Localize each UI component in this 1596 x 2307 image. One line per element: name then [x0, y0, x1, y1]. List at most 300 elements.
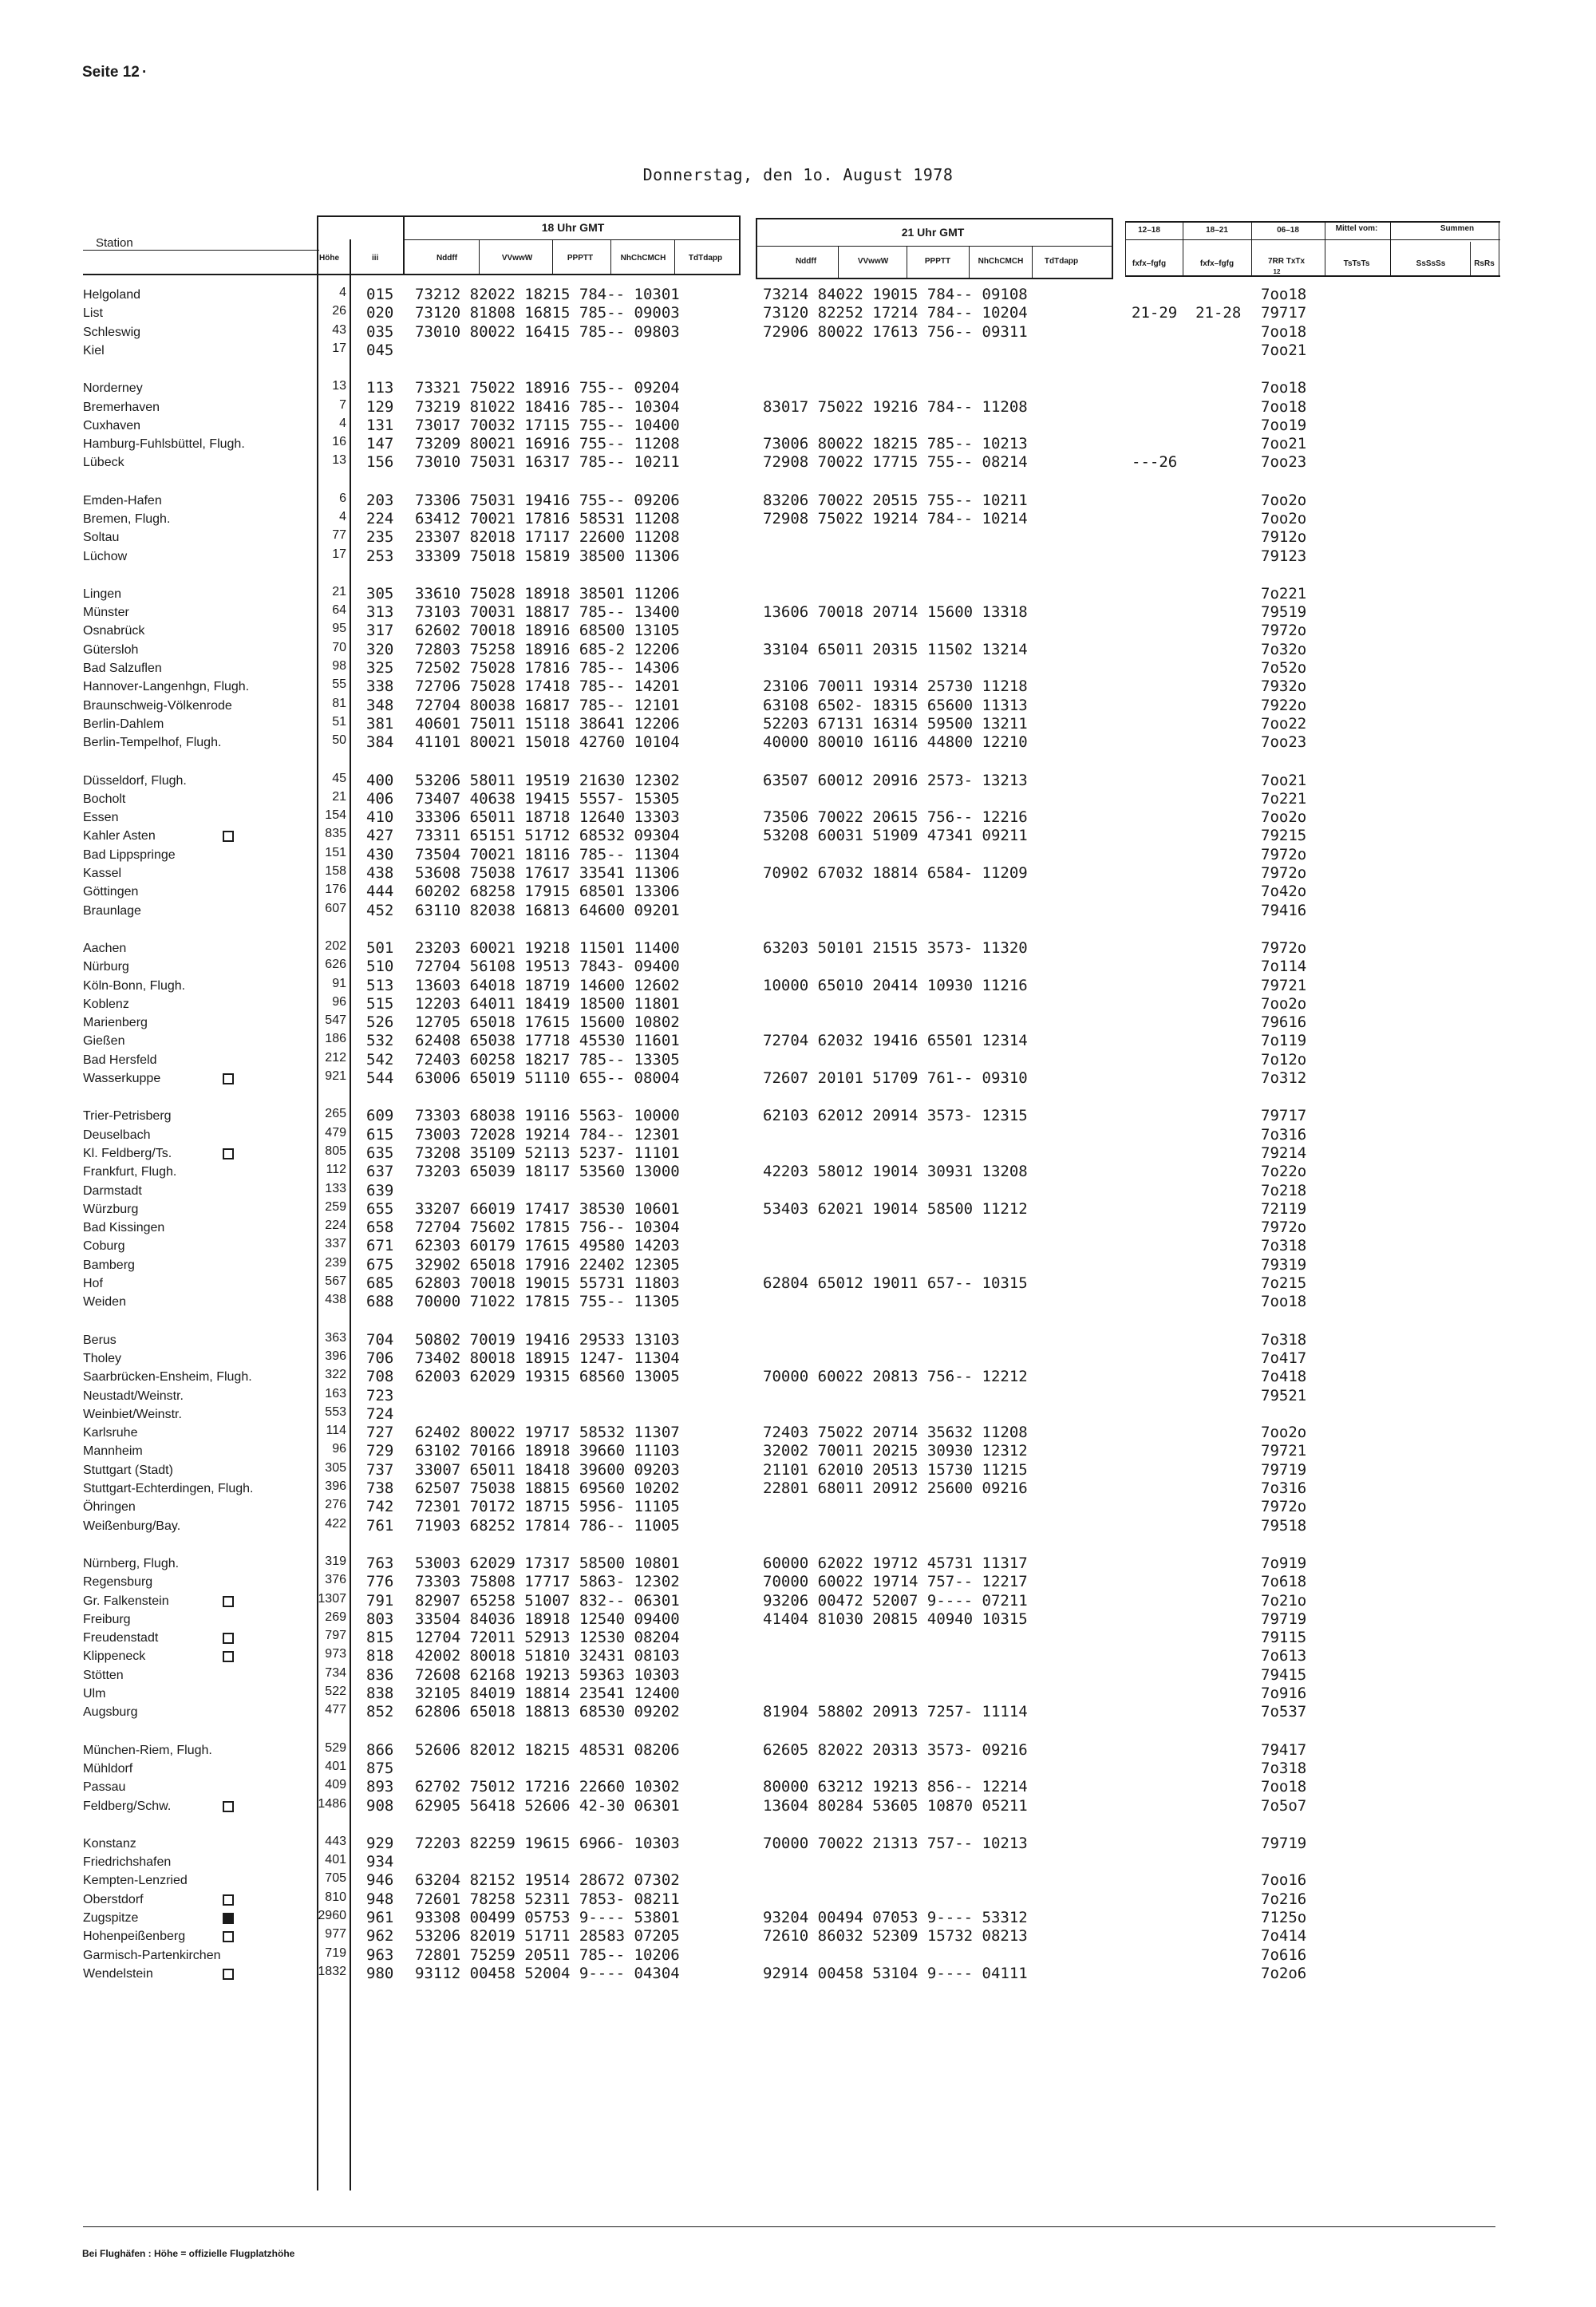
table-row: [83, 1144, 346, 1163]
rule-right-mid: [1125, 239, 1500, 240]
table-row: [83, 1946, 346, 1965]
obs-18utc: 33504 84036 18918 12540 09400: [415, 1610, 680, 1628]
header-summen: Summen: [1440, 224, 1475, 233]
obs-18utc: 72704 75602 17815 756-- 10304: [415, 1219, 680, 1236]
rule-21-top: [756, 218, 1113, 219]
table-row: [83, 1237, 346, 1255]
rule-21-mid: [756, 246, 1113, 247]
obs-21utc: 73120 82252 17214 784-- 10204: [763, 304, 1028, 322]
table-row: [83, 622, 346, 640]
summary-group: 7oo19: [1261, 417, 1307, 434]
summary-group: 79416: [1261, 902, 1307, 919]
summary-group: 7o417: [1261, 1349, 1307, 1367]
obs-18utc: 73303 75808 17717 5863- 12302: [415, 1573, 680, 1590]
station-name: Mannheim: [83, 1444, 143, 1458]
obs-18utc: 62803 70018 19015 55731 11803: [415, 1274, 680, 1292]
rule-right-top: [1125, 221, 1500, 223]
table-row: [83, 1554, 346, 1573]
station-name: Cuxhaven: [83, 419, 141, 433]
station-name: Weiden: [83, 1295, 126, 1309]
header-sub-summen-b: RsRs: [1474, 259, 1495, 268]
obs-18utc: 53206 82019 51711 28583 07205: [415, 1927, 680, 1945]
summary-group: 7oo2o: [1261, 1424, 1307, 1441]
station-id: 045: [366, 342, 394, 359]
table-row: [83, 1685, 346, 1703]
obs-18utc: 23307 82018 17117 22600 11208: [415, 528, 680, 546]
station-id: 671: [366, 1237, 394, 1254]
station-id: 838: [366, 1685, 394, 1702]
obs-21utc: 70902 67032 18814 6584- 11209: [763, 864, 1028, 882]
rule-header-bottom-18: [83, 274, 741, 275]
rule-21-c1: [838, 247, 839, 278]
station-elevation: 21: [332, 790, 346, 804]
obs-21utc: 72610 86032 52309 15732 08213: [763, 1927, 1028, 1945]
station-name: Kahler Asten: [83, 829, 156, 843]
station-id: 803: [366, 1610, 394, 1628]
table-row: [83, 1853, 346, 1871]
obs-18utc: 53608 75038 17617 33541 11306: [415, 864, 680, 882]
table-row: [83, 846, 346, 864]
table-row: [83, 1629, 346, 1647]
obs-21utc: 23106 70011 19314 25730 11218: [763, 677, 1028, 695]
table-row: [83, 1442, 346, 1460]
obs-18utc: 33306 65011 18718 12640 13303: [415, 808, 680, 826]
header-id: iii: [372, 254, 379, 263]
table-row: [83, 808, 346, 827]
station-elevation: 13: [332, 379, 346, 393]
station-elevation: 64: [332, 603, 346, 617]
station-name: Lingen: [83, 587, 122, 601]
summary-group: 7o919: [1261, 1554, 1307, 1572]
summary-group: 7o114: [1261, 958, 1307, 975]
obs-21utc: 21101 62010 20513 15730 11215: [763, 1461, 1028, 1479]
obs-21utc: 73006 80022 18215 785-- 10213: [763, 435, 1028, 452]
summary-group: 7o218: [1261, 1182, 1307, 1199]
summary-group: 7922o: [1261, 697, 1307, 714]
summary-group: 79721: [1261, 1442, 1307, 1460]
obs-18utc: 62806 65018 18813 68530 09202: [415, 1703, 680, 1720]
summary-group: 7972o: [1261, 939, 1307, 957]
station-elevation: 114: [326, 1424, 346, 1437]
table-row: [83, 1051, 346, 1069]
obs-18utc: 12705 65018 17615 15600 10802: [415, 1013, 680, 1031]
summary-group: 7o221: [1261, 790, 1307, 808]
table-row: [83, 435, 346, 453]
station-elevation: 50: [332, 733, 346, 747]
table-row: [83, 1331, 346, 1349]
obs-18utc: 73303 68038 19116 5563- 10000: [415, 1107, 680, 1124]
table-row: [83, 1368, 346, 1386]
obs-21utc: 63507 60012 20916 2573- 13213: [763, 772, 1028, 789]
station-name: Frankfurt, Flugh.: [83, 1165, 177, 1179]
obs-21utc: 33104 65011 20315 11502 13214: [763, 641, 1028, 658]
obs-21utc: 81904 58802 20913 7257- 11114: [763, 1703, 1028, 1720]
station-id: 639: [366, 1182, 394, 1199]
obs-21utc: 60000 62022 19712 45731 11317: [763, 1554, 1028, 1572]
summary-group: 7o119: [1261, 1032, 1307, 1049]
summary-group: 7o21o: [1261, 1592, 1307, 1610]
station-name: Gießen: [83, 1034, 125, 1048]
station-name: Osnabrück: [83, 624, 145, 638]
summary-group: 7o216: [1261, 1890, 1307, 1908]
summary-group: 7o537: [1261, 1703, 1307, 1720]
station-id: 875: [366, 1760, 394, 1777]
summary-group: 7972o: [1261, 622, 1307, 639]
header-18-col-5: TdTdapp: [688, 254, 723, 263]
obs-18utc: 52606 82012 18215 48531 08206: [415, 1741, 680, 1759]
station-name: Würzburg: [83, 1203, 139, 1216]
table-row: [83, 1703, 346, 1721]
table-row: [83, 1126, 346, 1144]
table-row: [83, 398, 346, 417]
obs-21utc: 93204 00494 07053 9---- 53312: [763, 1909, 1028, 1926]
table-row: [83, 641, 346, 659]
station-id: 035: [366, 323, 394, 341]
station-name: Emden-Hafen: [83, 494, 162, 508]
station-elevation: 81: [332, 697, 346, 710]
obs-21utc: 72908 75022 19214 784-- 10214: [763, 510, 1028, 527]
obs-18utc: 60202 68258 17915 68501 13306: [415, 883, 680, 900]
obs-18utc: 53003 62029 17317 58500 10801: [415, 1554, 680, 1572]
summary-group: 7o316: [1261, 1479, 1307, 1497]
station-id: 544: [366, 1069, 394, 1087]
summary-group: 7912o: [1261, 528, 1307, 546]
header-21-col-1: Nddff: [795, 257, 817, 266]
table-row: [83, 1890, 346, 1909]
station-id: 430: [366, 846, 394, 863]
obs-18utc: 41101 80021 15018 42760 10104: [415, 733, 680, 751]
summary-group: 7o616: [1261, 1946, 1307, 1964]
station-id: 723: [366, 1387, 394, 1404]
station-name: Augsburg: [83, 1705, 138, 1719]
obs-18utc: 73311 65151 51712 68532 09304: [415, 827, 680, 844]
summary-group: 7o215: [1261, 1274, 1307, 1292]
station-elevation: 4: [339, 286, 346, 299]
summary-group: 79417: [1261, 1741, 1307, 1759]
station-id: 526: [366, 1013, 394, 1031]
rule-21-left: [756, 218, 757, 279]
table-row: [83, 1349, 346, 1368]
station-name: Feldberg/Schw.: [83, 1799, 172, 1813]
station-elevation: 26: [332, 304, 346, 318]
station-name: Essen: [83, 811, 119, 824]
rule-18-c3: [610, 240, 611, 275]
summary-group: 7125o: [1261, 1909, 1307, 1926]
table-row: [83, 1069, 346, 1088]
station-elevation: 479: [325, 1126, 346, 1140]
obs-18utc: 93112 00458 52004 9---- 04304: [415, 1965, 680, 1982]
table-row: [83, 1293, 346, 1311]
station-name: Marienberg: [83, 1016, 148, 1029]
station-elevation: 1832: [318, 1965, 346, 1978]
obs-21utc: 83206 70022 20515 755-- 10211: [763, 492, 1028, 509]
table-row: [83, 958, 346, 976]
station-elevation: 7: [339, 398, 346, 412]
obs-18utc: 73402 80018 18915 1247- 11304: [415, 1349, 680, 1367]
summary-group: 79719: [1261, 1835, 1307, 1852]
station-name: Klippeneck: [83, 1649, 146, 1663]
obs-18utc: 72801 75259 20511 785-- 10206: [415, 1946, 680, 1964]
rule-right-bottom: [1125, 275, 1500, 277]
station-id: 348: [366, 697, 394, 714]
station-elevation: 96: [332, 1442, 346, 1456]
station-elevation: 319: [325, 1554, 346, 1568]
obs-18utc: 50802 70019 19416 29533 13103: [415, 1331, 680, 1349]
station-id: 836: [366, 1666, 394, 1684]
station-elevation: 224: [325, 1219, 346, 1232]
station-name: Köln-Bonn, Flugh.: [83, 979, 186, 993]
header-21-col-3: PPPTT: [924, 257, 951, 266]
table-row: [83, 1219, 346, 1237]
station-elevation: 21: [332, 585, 346, 598]
station-elevation: 607: [325, 902, 346, 915]
station-name: Lübeck: [83, 456, 124, 469]
summary-group: 7oo21: [1261, 342, 1307, 359]
table-row: [83, 1517, 346, 1535]
station-id: 934: [366, 1853, 394, 1870]
station-id: 761: [366, 1517, 394, 1535]
station-elevation: 322: [325, 1368, 346, 1381]
table-row: [83, 1461, 346, 1479]
table-row: [83, 1965, 346, 1983]
station-name: Tholey: [83, 1352, 122, 1365]
station-elevation: 70: [332, 641, 346, 654]
station-id: 655: [366, 1200, 394, 1218]
station-name: Nürnberg, Flugh.: [83, 1557, 180, 1570]
summary-group: 79214: [1261, 1144, 1307, 1162]
header-18-col-3: PPPTT: [567, 254, 594, 263]
rule-21-c4: [1032, 247, 1033, 278]
station-elevation: 269: [325, 1610, 346, 1624]
table-row: [83, 547, 346, 566]
station-elevation: 401: [325, 1760, 346, 1773]
station-name: Stuttgart (Stadt): [83, 1464, 173, 1477]
obs-18utc: 72301 70172 18715 5956- 11105: [415, 1498, 680, 1515]
summary-group: 79719: [1261, 1610, 1307, 1628]
header-span-06-18: 06–18: [1277, 226, 1299, 235]
obs-21utc: 72704 62032 19416 65501 12314: [763, 1032, 1028, 1049]
station-elevation: 96: [332, 995, 346, 1009]
summary-group: 7oo21: [1261, 772, 1307, 789]
obs-18utc: 73017 70032 17115 755-- 10400: [415, 417, 680, 434]
obs-21utc: 53208 60031 51909 47341 09211: [763, 827, 1028, 844]
obs-18utc: 62507 75038 18815 69560 10202: [415, 1479, 680, 1497]
station-name: Lüchow: [83, 550, 128, 563]
table-row: [83, 1592, 346, 1610]
table-row: [83, 492, 346, 510]
obs-18utc: 73504 70021 18116 785-- 11304: [415, 846, 680, 863]
obs-21utc: 41404 81030 20815 40940 10315: [763, 1610, 1028, 1628]
table-row: [83, 697, 346, 715]
station-elevation: 977: [325, 1927, 346, 1941]
table-row: [83, 1927, 346, 1946]
station-name: Deuselbach: [83, 1128, 151, 1142]
obs-18utc: 12704 72011 52913 12530 08204: [415, 1629, 680, 1646]
station-name: Coburg: [83, 1239, 125, 1253]
obs-18utc: 73003 72028 19214 784-- 12301: [415, 1126, 680, 1144]
station-elevation: 337: [325, 1237, 346, 1250]
rule-18-left: [403, 217, 405, 275]
table-row: [83, 995, 346, 1013]
station-name: Bremen, Flugh.: [83, 512, 171, 526]
station-id: 963: [366, 1946, 394, 1964]
table-row: [83, 417, 346, 435]
station-name: Konstanz: [83, 1837, 136, 1851]
station-elevation: 43: [332, 323, 346, 337]
station-elevation: 305: [325, 1461, 346, 1475]
station-id: 515: [366, 995, 394, 1013]
obs-21utc: 62103 62012 20914 3573- 12315: [763, 1107, 1028, 1124]
header-group-21: 21 Uhr GMT: [901, 226, 965, 239]
table-row: [83, 1032, 346, 1050]
station-name: München-Riem, Flugh.: [83, 1744, 212, 1757]
station-id: 131: [366, 417, 394, 434]
summary-group: 7oo18: [1261, 1778, 1307, 1795]
station-name: Darmstadt: [83, 1184, 142, 1198]
table-row: [83, 1760, 346, 1778]
station-name: Bad Kissingen: [83, 1221, 165, 1234]
obs-18utc: 33610 75028 18918 38501 11206: [415, 585, 680, 602]
table-row: [83, 1741, 346, 1760]
station-name: Münster: [83, 606, 129, 619]
station-id: 147: [366, 435, 394, 452]
station-id: 688: [366, 1293, 394, 1310]
table-row: [83, 1107, 346, 1125]
table-row: [83, 1871, 346, 1890]
station-name: Berus: [83, 1333, 117, 1347]
station-name: List: [83, 306, 103, 320]
station-name: Göttingen: [83, 885, 139, 899]
station-name: Gr. Falkenstein: [83, 1594, 169, 1608]
page-number-dot: ·: [142, 64, 148, 81]
station-id: 727: [366, 1424, 394, 1441]
station-id: 615: [366, 1126, 394, 1144]
station-name: Braunschweig-Völkenrode: [83, 699, 232, 713]
open-square-icon: [223, 1894, 234, 1906]
open-square-icon: [223, 1073, 234, 1084]
page-number-text: Seite 12: [82, 64, 140, 81]
summary-group: 7oo22: [1261, 715, 1307, 733]
station-elevation: 51: [332, 715, 346, 729]
obs-18utc: 70000 71022 17815 755-- 11305: [415, 1293, 680, 1310]
station-elevation: 396: [325, 1479, 346, 1493]
summary-group: 7o22o: [1261, 1163, 1307, 1180]
station-elevation: 77: [332, 528, 346, 542]
station-id: 708: [366, 1368, 394, 1385]
station-elevation: 133: [325, 1182, 346, 1195]
station-id: 444: [366, 883, 394, 900]
station-elevation: 17: [332, 342, 346, 355]
station-id: 961: [366, 1909, 394, 1926]
table-row: [83, 1498, 346, 1516]
station-id: 637: [366, 1163, 394, 1180]
station-elevation: 98: [332, 659, 346, 673]
station-elevation: 409: [325, 1778, 346, 1791]
station-elevation: 553: [325, 1405, 346, 1419]
table-row: [83, 1610, 346, 1629]
station-elevation: 805: [325, 1144, 346, 1158]
station-elevation: 45: [332, 772, 346, 785]
summary-group: 7o32o: [1261, 641, 1307, 658]
station-name: Saarbrücken-Ensheim, Flugh.: [83, 1370, 252, 1384]
station-elevation: 212: [325, 1051, 346, 1065]
summary-group: 7o316: [1261, 1126, 1307, 1144]
obs-18utc: 62702 75012 17216 22660 10302: [415, 1778, 680, 1795]
station-elevation: 95: [332, 622, 346, 635]
obs-18utc: 72203 82259 19615 6966- 10303: [415, 1835, 680, 1852]
table-row: [83, 379, 346, 397]
station-id: 946: [366, 1871, 394, 1889]
obs-18utc: 73209 80021 16916 755-- 11208: [415, 435, 680, 452]
table-row: [83, 1835, 346, 1853]
table-row: [83, 733, 346, 752]
obs-18utc: 63110 82038 16813 64600 09201: [415, 902, 680, 919]
station-id: 706: [366, 1349, 394, 1367]
station-elevation: 151: [325, 846, 346, 859]
station-name: Bad Salzuflen: [83, 662, 162, 675]
summary-group: 79721: [1261, 977, 1307, 994]
station-elevation: 477: [325, 1703, 346, 1716]
table-row: [83, 585, 346, 603]
station-elevation: 438: [325, 1293, 346, 1306]
obs-18utc: 72704 56108 19513 7843- 09400: [415, 958, 680, 975]
obs-18utc: 12203 64011 18419 18500 11801: [415, 995, 680, 1013]
station-elevation: 973: [325, 1647, 346, 1661]
obs-18utc: 62408 65038 17718 45530 11601: [415, 1032, 680, 1049]
obs-21utc: 73214 84022 19015 784-- 09108: [763, 286, 1028, 303]
obs-18utc: 32902 65018 17916 22402 12305: [415, 1256, 680, 1274]
obs-18utc: 63412 70021 17816 58531 11208: [415, 510, 680, 527]
station-id: 980: [366, 1965, 394, 1982]
summary-group: 7oo23: [1261, 453, 1307, 471]
obs-18utc: 62402 80022 19717 58532 11307: [415, 1424, 680, 1441]
station-elevation: 422: [325, 1517, 346, 1531]
station-id: 658: [366, 1219, 394, 1236]
station-id: 791: [366, 1592, 394, 1610]
summary-group: 7932o: [1261, 677, 1307, 695]
summary-group: 7o312: [1261, 1069, 1307, 1087]
station-name: Oberstdorf: [83, 1893, 144, 1906]
summary-group: 7o318: [1261, 1237, 1307, 1254]
obs-18utc: 71903 68252 17814 786-- 11005: [415, 1517, 680, 1535]
header-sub-summen-a: SsSsSs: [1416, 259, 1446, 268]
station-name: Mühldorf: [83, 1762, 133, 1776]
obs-21utc: 93206 00472 52007 9---- 07211: [763, 1592, 1028, 1610]
station-elevation: 154: [325, 808, 346, 822]
summary-group: 79115: [1261, 1629, 1307, 1646]
station-elevation: 276: [325, 1498, 346, 1511]
station-name: Soltau: [83, 531, 120, 544]
station-elevation: 91: [332, 977, 346, 990]
station-name: Aachen: [83, 942, 127, 955]
station-id: 438: [366, 864, 394, 882]
station-elevation: 567: [325, 1274, 346, 1288]
station-id: 156: [366, 453, 394, 471]
station-id: 908: [366, 1797, 394, 1815]
header-station: Station: [96, 236, 133, 250]
station-elevation: 265: [325, 1107, 346, 1120]
footnote: Bei Flughäfen : Höhe = offizielle Flugplatzhöhe: [82, 2248, 295, 2259]
station-name: Norderney: [83, 381, 143, 395]
obs-18utc: 73120 81808 16815 785-- 09003: [415, 304, 680, 322]
table-row: [83, 1778, 346, 1796]
table-row: [83, 342, 346, 360]
station-id: 513: [366, 977, 394, 994]
station-elevation: 6: [339, 492, 346, 505]
station-name: Zugspitze: [83, 1911, 139, 1925]
header-sub-12-18: fxfx–fgfg: [1132, 259, 1167, 268]
summary-group: 7o418: [1261, 1368, 1307, 1385]
